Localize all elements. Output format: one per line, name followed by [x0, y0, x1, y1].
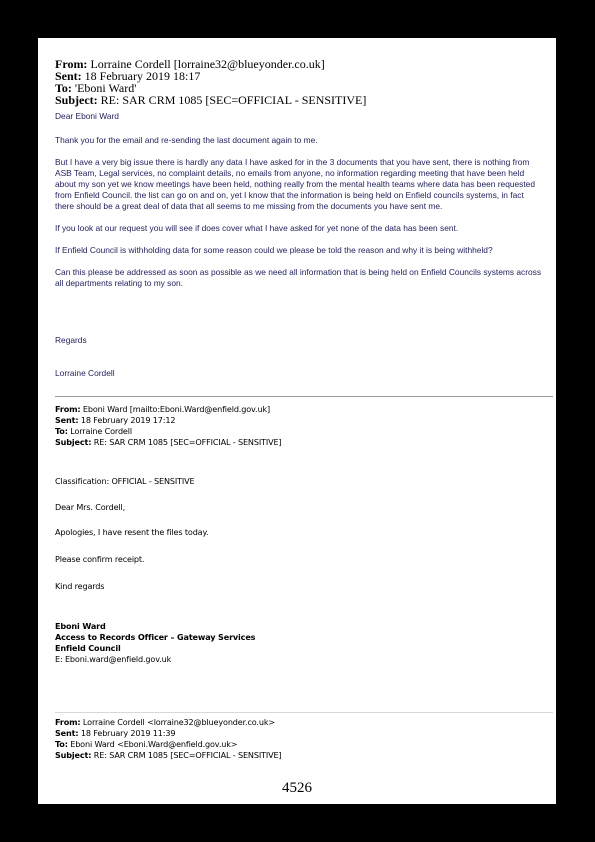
email1-body — [55, 135, 542, 289]
email2-signoff: Kind regards — [55, 581, 105, 591]
to-label: To: — [55, 739, 68, 749]
from-value: Eboni Ward [mailto:Eboni.Ward@enfield.gov.uk] — [82, 404, 270, 414]
email3-from — [55, 717, 542, 728]
document-page — [38, 38, 556, 804]
email1-greeting: Dear Eboni Ward — [55, 111, 119, 121]
body-paragraph: Thank you for the email and re-sending the last document again to me. — [55, 135, 318, 145]
from-value: Lorraine Cordell [lorraine32@blueyonder.co.uk] — [90, 57, 325, 71]
to-label: To: — [55, 426, 68, 436]
email1-header — [55, 58, 542, 106]
body-paragraph: But I have a very big issue there is hardly any data I have asked for in the 3 documents that you have sent, there is nothing from ASB Team, Legal services, no complaint details, no emails from anyone, no information regarding meeting that have been held about my son yet we know meetings have been held, nothing really from the mental health teams where data has been requested from Enfield Council. the list can go on and on, yet I know that the information is being held on Enfield councils systems, in fact there should be a great deal of data that all seems to me missing from the documents you have sent me. — [55, 157, 535, 211]
sent-label: Sent: — [55, 69, 82, 83]
body-paragraph: If Enfield Council is withholding data for some reason could we please be told the reason and why it is being withheld? — [55, 245, 493, 255]
sig-name: Eboni Ward — [55, 621, 106, 631]
sent-value: 18 February 2019 11:39 — [80, 728, 176, 738]
sent-value: 18 February 2019 17:12 — [80, 415, 176, 425]
sig-title: Access to Records Officer – Gateway Services — [55, 632, 256, 642]
divider — [55, 712, 553, 713]
subject-label: Subject: — [55, 93, 98, 107]
subject-value: RE: SAR CRM 1085 [SEC=OFFICIAL - SENSITIVE] — [100, 93, 367, 107]
email1-subject — [55, 94, 542, 106]
email3-subject — [55, 750, 542, 761]
email1-signoff: Regards — [55, 335, 87, 345]
sent-label: Sent: — [55, 728, 79, 738]
to-value: Eboni Ward <Eboni.Ward@enfield.gov.uk> — [70, 739, 238, 749]
page-number: 4526 — [282, 780, 312, 796]
email2-line: Please confirm receipt. — [55, 554, 145, 564]
subject-label: Subject: — [55, 437, 92, 447]
to-label: To: — [55, 81, 72, 95]
divider — [55, 396, 553, 397]
sig-org: Enfield Council — [55, 643, 121, 653]
email2-sent — [55, 415, 542, 426]
to-value: Lorraine Cordell — [70, 426, 132, 436]
email2-from — [55, 404, 542, 415]
sent-label: Sent: — [55, 415, 79, 425]
classification-line: Classification: OFFICIAL - SENSITIVE — [55, 476, 195, 486]
email3-sent — [55, 728, 542, 739]
subject-label: Subject: — [55, 750, 92, 760]
email1-signature: Lorraine Cordell — [55, 368, 115, 378]
from-value: Lorraine Cordell <lorraine32@blueyonder.co.uk> — [82, 717, 275, 727]
from-label: From: — [55, 717, 81, 727]
from-label: From: — [55, 404, 81, 414]
subject-value: RE: SAR CRM 1085 [SEC=OFFICIAL - SENSITIVE] — [93, 437, 282, 447]
to-value: 'Eboni Ward' — [74, 81, 137, 95]
email2-greeting: Dear Mrs. Cordell, — [55, 502, 126, 512]
email2-subject — [55, 437, 542, 448]
from-label: From: — [55, 57, 88, 71]
body-paragraph: Can this please be addressed as soon as possible as we need all information that is being held on Enfield Councils systems across all departments relating to my son. — [55, 267, 542, 288]
subject-value: RE: SAR CRM 1085 [SEC=OFFICIAL - SENSITIVE] — [93, 750, 282, 760]
email3-header — [55, 717, 542, 761]
sig-email: E: Eboni.ward@enfield.gov.uk — [55, 654, 172, 664]
email2-line: Apologies, I have resent the files today. — [55, 527, 209, 537]
email2-to — [55, 426, 542, 437]
email2-header — [55, 404, 542, 448]
email3-to — [55, 739, 542, 750]
email2-signature — [55, 621, 542, 665]
body-paragraph: If you look at our request you will see if does cover what I have asked for yet none of the data has been sent. — [55, 223, 459, 233]
sent-value: 18 February 2019 18:17 — [84, 69, 201, 83]
